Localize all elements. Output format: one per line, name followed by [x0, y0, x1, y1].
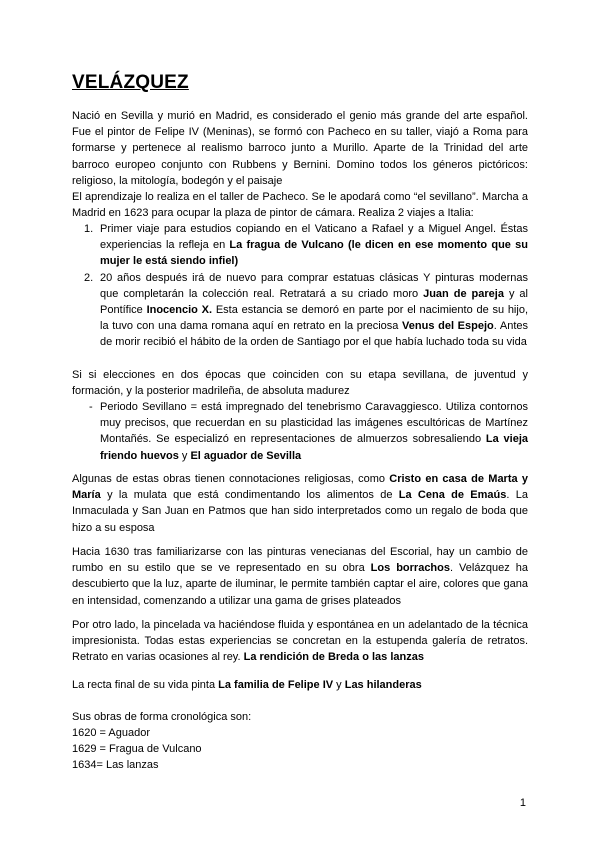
periods-list — [72, 399, 528, 464]
page-number: 1 — [519, 797, 526, 809]
work-title: La rendición de Breda o las lanzas — [243, 651, 424, 664]
travel-text: Esta estancia se demoró en parte por el nacimiento de su hijo, la tuvo con una dama romana aquí en retrato en la preciosa — [100, 304, 528, 333]
travel-text: Primer viaje para estudios copiando en el Vaticano a Rafael y a Miguel Angel. Éstas experiencias la refleja en — [100, 223, 528, 252]
paragraph-text: . La Inmaculada y San Juan en Patmos que han sido interpretados como un regalo de boda que hizo a su esposa — [72, 489, 528, 534]
list-marker: - — [89, 401, 93, 413]
religious-works-paragraph — [72, 471, 528, 536]
work-title: Venus del Espejo — [402, 320, 494, 333]
paragraph-text: y — [333, 679, 345, 691]
paragraph-text: . Velázquez ha descubierto que la luz, aparte de iluminar, le permite también captar el aire, colores que gana en intensidad, comenzando a utilizar una gama de grises plateados — [72, 562, 528, 607]
work-title: Juan de pareja — [423, 287, 504, 300]
venetian-paragraph — [72, 544, 528, 609]
list-item — [72, 221, 528, 270]
work-title: La fragua de Vulcano (le dicen en ese momento que su mujer le está siendo infiel) — [100, 239, 528, 268]
work-title: Las hilanderas — [344, 679, 422, 691]
paragraph-text: Por otro lado, la pincelada va haciéndose fluida y espontánea en un adelantado de la técnica impresionista. Todas estas experiencias se concretan en la estupenda galería de retratos. Retrato en varias ocasiones al rey. — [72, 619, 528, 664]
list-item — [72, 399, 528, 464]
chronology-item: 1629 = Fragua de Vulcano — [72, 743, 202, 755]
list-marker: 1. — [84, 223, 94, 235]
travel-text: y al Pontífice — [100, 287, 528, 317]
paragraph-text: y la mulata que está condimentando los alimentos de — [100, 489, 399, 502]
list-item — [72, 270, 528, 351]
travels-list — [72, 221, 528, 351]
chronology-item: 1620 = Aguador — [72, 727, 150, 739]
chronology-item: 1634= Las lanzas — [72, 759, 159, 771]
page-title: VELÁZQUEZ — [72, 72, 189, 93]
work-title: Cristo en casa de Marta y María — [72, 473, 529, 502]
work-title: Inocencio X. — [146, 304, 213, 317]
period-text: Periodo Sevillano = está impregnado del tenebrismo Caravaggiesco. Utiliza contornos muy precisos, que recuerdan en su plasticidad las imágenes escultóricas de Martínez Montañés. Se especializó en representaciones de almuerzos sobresaliendo — [100, 401, 528, 446]
impressionist-paragraph — [72, 617, 528, 666]
intro-paragraph: Nació en Sevilla y murió en Madrid, es considerado el genio más grande del arte español. Fue el pintor de Felipe IV (Meninas), se formó con Pacheco en su taller, viajó a Roma para formarse y pertenece al realismo barroco junto a Murillo. Aparte de la Trinidad del arte barroco europeo conjunto con Rubbens y Bernini. Domino todos los géneros pictóricos: religioso, la mitología, bodegón y el paisaje — [72, 110, 528, 187]
work-title: Los borrachos — [370, 562, 450, 575]
final-works-paragraph — [72, 677, 528, 693]
work-title: La familia de Felipe IV — [218, 679, 334, 691]
training-paragraph: El aprendizaje lo realiza en el taller de Pacheco. Se le apodará como “el sevillano”. Marcha a Madrid en 1623 para ocupar la plaza de pintor de cámara. Realiza 2 viajes a Italia: — [72, 191, 528, 220]
paragraph-text: Hacia 1630 tras familiarizarse con las pinturas venecianas del Escorial, hay un cambio de rumbo en su estilo que se ve representado en su obra — [72, 546, 528, 575]
period-text: y — [178, 449, 191, 462]
travel-text: . Antes de morir recibió el hábito de la orden de Santiago por el que había luchado toda su vida — [100, 320, 528, 349]
work-title: La Cena de Emaús — [398, 489, 507, 502]
paragraph-text: Algunas de estas obras tienen connotaciones religiosas, como — [72, 473, 390, 485]
paragraph-text: La recta final de su vida pinta — [72, 679, 219, 691]
chronology-heading: Sus obras de forma cronológica son: — [72, 711, 252, 723]
list-marker: 2. — [84, 271, 94, 284]
travel-text: 20 años después irá de nuevo para comprar estatuas clásicas Y pinturas modernas que completarán la colección real. Retratará a su criado moro — [100, 271, 528, 300]
work-title: La vieja friendo huevos — [100, 433, 528, 462]
periods-paragraph: Si si elecciones en dos épocas que coinciden con su etapa sevillana, de juventud y formación, y la posterior madrileña, de absoluta madurez — [72, 369, 528, 398]
work-title: El aguador de Sevilla — [190, 449, 302, 462]
